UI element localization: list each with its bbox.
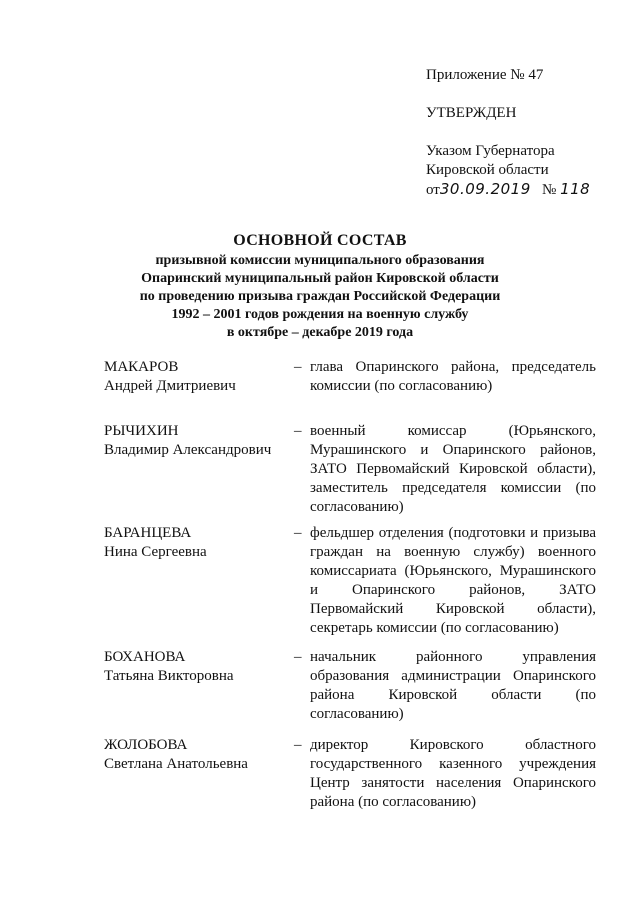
member-entry [104,422,596,517]
member-role: начальник районного управления образования администрации Опаринского района Кировской области (по согласованию) [310,649,596,722]
handwritten-number: 118 [560,180,591,198]
member-name [104,358,294,396]
member-name [104,524,294,638]
member-role: военный комиссар (Юрьянского, Мурашинского и Опаринского районов, ЗАТО Первомайский Кировской области), заместитель председателя комиссии (по согласованию) [310,423,596,515]
title-line-4: 1992 – 2001 годов рождения на военную службу [171,307,469,322]
title-line-2: Опаринский муниципальный район Кировской области [141,271,499,286]
title-line-3: по проведению призыва граждан Российской Федерации [139,289,501,304]
decree-date-line [426,180,626,200]
member-name [104,736,294,812]
member-name [104,648,294,724]
member-entry [104,524,596,638]
member-given-name: Светлана Анатольевна [104,756,248,772]
approval-stamp-block [426,66,626,200]
member-entry [104,648,596,724]
title-main: ОСНОВНОЙ СОСТАВ [233,232,407,249]
member-dash: – [294,525,302,541]
member-given-name: Владимир Александрович [104,442,272,458]
member-surname: РЫЧИХИН [104,423,179,439]
member-role: глава Опаринского района, председатель комиссии (по согласованию) [310,359,596,394]
member-surname: МАКАРОВ [104,359,179,375]
member-entry [104,736,596,812]
title-line-5: в октябре – декабре 2019 года [226,325,414,340]
member-surname: ЖОЛОБОВА [104,737,188,753]
member-given-name: Татьяна Викторовна [104,668,234,684]
handwritten-date: 30.09.2019 [439,180,531,198]
document-title [60,230,580,342]
member-dash: – [294,737,302,753]
decree-line-2: Кировской области [426,162,549,178]
decree-reference [426,142,626,200]
member-role: директор Кировского областного государственного казенного учреждения Центр занятости населения Опаринского района (по согласованию) [310,737,596,810]
member-given-name: Нина Сергеевна [104,544,207,560]
decree-line-1: Указом Губернатора [426,143,555,159]
member-dash: – [294,649,302,665]
member-name [104,422,294,517]
title-line-1: призывной комиссии муниципального образования [155,253,485,268]
number-prefix: № [542,182,557,198]
member-role: фельдшер отделения (подготовки и призыва граждан на военную службу) военного комиссариата (Юрьянского, Мурашинского и Опаринского районов, ЗАТО Первомайский Кировской области), секретарь комиссии (по согласованию) [310,525,596,636]
member-given-name: Андрей Дмитриевич [104,378,236,394]
appendix-number: Приложение № 47 [426,67,544,83]
member-dash: – [294,423,302,439]
approved-label: УТВЕРЖДЕН [426,105,517,121]
member-entry [104,358,596,396]
member-surname: БОХАНОВА [104,649,186,665]
member-dash: – [294,359,302,375]
date-prefix: от [426,182,440,198]
member-surname: БАРАНЦЕВА [104,525,192,541]
